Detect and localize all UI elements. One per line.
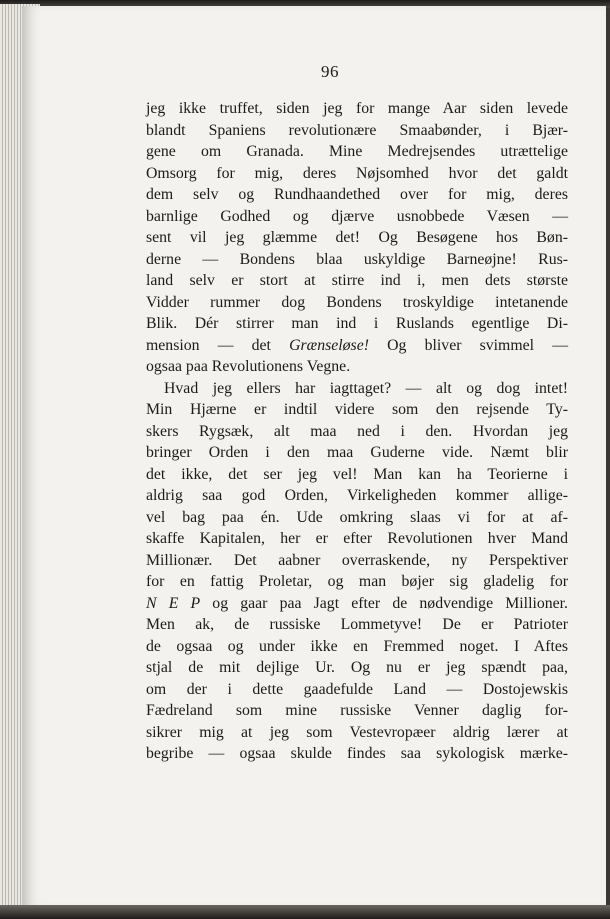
text-line: skers Rygsæk, alt maa ned i den. Hvordan jeg [146, 422, 568, 440]
italic-term: N E P [146, 594, 201, 612]
text-line: sent vil jeg glæmme det! Og Besøgene hos Bøn- [146, 229, 568, 246]
text-line: blandt Spaniens revolutionære Smaabønder, i Bjær- [146, 121, 568, 139]
text-line: derne — Bondens blaa uskyldige Barneøjne! Rus- [146, 250, 568, 268]
italic-term: Grænseløse! [289, 336, 369, 354]
text-line: stjal de mit dejlige Ur. Og nu er jeg spændt paa, [146, 659, 568, 676]
text-line: barnlige Godhed og djærve usnobbede Væsen — [146, 207, 568, 225]
text-line: begribe — ogsaa skulde findes saa sykologisk mærke- [146, 745, 568, 762]
text-line [146, 335, 568, 357]
text-fragment: og gaar paa Jagt efter de nødvendige Millioner. [200, 594, 568, 612]
text-line: jeg ikke truffet, siden jeg for mange Aar siden levede [146, 100, 568, 117]
text-line: Men ak, de russiske Lommetyve! De er Patrioter [146, 616, 568, 633]
text-line: dem selv og Rundhaandethed over for mig, deres [146, 186, 568, 203]
text-line: Vidder rummer dog Bondens troskyldige intetanende [146, 293, 568, 311]
text-fragment: Og bliver svimmel — [368, 336, 568, 354]
text-line: Hvad jeg ellers har iagttaget? — alt og dog intet! [164, 379, 568, 397]
text-line: bringer Orden i den maa Guderne vide. Næmt blir [146, 444, 568, 461]
text-line: Min Hjærne er indtil videre som den rejsende Ty- [146, 401, 568, 418]
text-line: gene om Granada. Mine Medrejsendes utrættelige [146, 143, 568, 160]
text-line: vel bag paa én. Ude omkring slaas vi for at af- [146, 508, 568, 526]
text-line: ogsaa paa Revolutionens Vegne. [146, 358, 351, 375]
text-line: Millionær. Det aabner overraskende, ny Perspektiver [146, 551, 568, 569]
text-line: Omsorg for mig, deres Nøjsomhed hvor det galdt [146, 164, 568, 182]
text-line: de ogsaa og under ikke en Fremmed noget. I Aftes [146, 637, 568, 655]
book-edge-bottom [0, 905, 610, 919]
text-line: land selv er stort at stirre ind i, men dets største [146, 272, 568, 289]
text-line: om der i dette gaadefulde Land — Dostojewskis [146, 680, 568, 698]
text-line: Fædreland som mine russiske Venner daglig for- [146, 702, 568, 719]
text-line: aldrig saa god Orden, Virkeligheden kommer allige- [146, 487, 568, 504]
text-line: sikrer mig at jeg som Vestevropæer aldrig lærer at [146, 723, 568, 741]
text-line [146, 593, 568, 615]
text-line: skaffe Kapitalen, her er efter Revolutionen hver Mand [146, 530, 568, 547]
text-line: Blik. Dér stirrer man ind i Ruslands egentlige Di- [146, 315, 568, 332]
page-number: 96 [321, 62, 339, 81]
text-line: for en fattig Proletar, og man bøjer sig gladelig for [146, 573, 568, 590]
text-line: det ikke, det ser jeg vel! Man kan ha Teorierne i [146, 465, 568, 483]
text-fragment: mension — det [146, 336, 290, 354]
body-text [146, 98, 568, 765]
